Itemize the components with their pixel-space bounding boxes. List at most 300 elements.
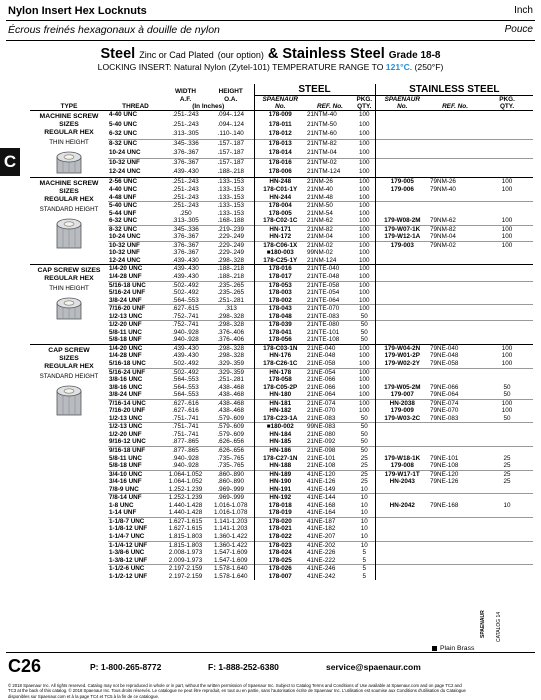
cell-thread: 3/8-24 UNF — [109, 296, 142, 304]
cell-ss-ref — [429, 130, 481, 140]
cell-width-af: 1.440-1.428 — [168, 501, 203, 509]
cell-steel-qty: 100 — [359, 233, 370, 241]
cell-steel-qty: 10 — [360, 501, 368, 509]
hex-nut-icon — [54, 218, 84, 252]
cell-steel-qty: 50 — [360, 328, 368, 336]
type-label: REGULAR HEX — [44, 275, 94, 283]
cell-steel-ref: 21NE-040 — [306, 344, 354, 352]
cell-width-af: 1.815-1.803 — [163, 541, 208, 549]
cell-height-oa: .229-.249 — [217, 233, 245, 241]
header-unit: Inch — [514, 5, 533, 16]
cell-steel-qty: 50 — [354, 447, 375, 455]
cell-width-af: .251-.243 — [163, 111, 208, 121]
col-qty-ss: QTY. — [481, 103, 533, 111]
type-sub-label: THIN HEIGHT — [49, 139, 89, 147]
cell-width-af: .313-.305 — [172, 129, 199, 137]
cell-steel-qty: 5 — [362, 572, 367, 580]
cell-width-af: .751-.741 — [163, 423, 208, 431]
cell-height-oa: .329-.359 — [208, 368, 254, 376]
cell-steel-no: 178-024 — [254, 549, 306, 557]
cell-width-af: .751-.741 — [172, 414, 199, 422]
cell-ss-no — [375, 486, 429, 494]
cell-ss-no — [375, 130, 429, 140]
cell-steel-qty: 100 — [354, 305, 375, 313]
col-pkg-ss: PKG. — [499, 96, 515, 103]
cell-steel-ref: 41NE-144 — [306, 494, 354, 502]
cell-steel-qty: 100 — [354, 178, 375, 186]
cell-steel-qty: 100 — [354, 111, 375, 121]
cell-ss-qty: 100 — [481, 241, 533, 249]
cell-thread: 4-40 UNC — [108, 111, 163, 121]
cell-thread: 5/8-11 UNC — [109, 454, 142, 462]
cell-ss-no — [375, 313, 429, 321]
cell-thread: 12-24 UNC — [109, 168, 141, 176]
cell-ss-qty — [481, 494, 533, 502]
cell-ss-qty — [481, 297, 533, 305]
cell-steel-no: HN-185 — [254, 438, 306, 446]
cell-height-oa: .626-.656 — [208, 447, 254, 455]
cell-ss-ref — [429, 565, 481, 573]
cell-ss-ref: 79NE-064 — [430, 391, 459, 399]
cell-height-oa: .438-.468 — [217, 391, 245, 399]
cell-steel-ref: 21NTM-82 — [306, 139, 354, 149]
cell-steel-no: 178-C05-2P — [254, 384, 306, 392]
type-label: REGULAR HEX — [44, 362, 94, 370]
cell-height-oa: 1.141-1.203 — [208, 517, 254, 525]
cell-width-af: .345-.336 — [163, 139, 208, 149]
cell-steel-no: 178-056 — [254, 336, 306, 344]
cell-height-oa: 1.547-1.609 — [213, 556, 248, 564]
cell-thread: 3/8-16 UNC — [109, 376, 143, 384]
cell-ss-no — [375, 202, 429, 210]
cell-steel-no: HN-191 — [254, 486, 306, 494]
cell-steel-ref: 21NM-54 — [307, 209, 333, 217]
cell-width-af: .251-.243 — [172, 120, 199, 128]
cell-steel-ref: 21NTE-083 — [307, 312, 340, 320]
banner-steel: Steel — [100, 46, 136, 62]
banner-stainless: Stainless Steel — [282, 46, 385, 62]
col-height: HEIGHT — [218, 88, 243, 96]
cell-ss-qty — [481, 130, 533, 140]
cell-steel-no: 178-009 — [254, 111, 306, 121]
cell-ss-qty — [481, 210, 533, 218]
insert-temp-f: . (250°F) — [409, 62, 444, 72]
cell-thread: 10-32 UNF — [108, 241, 163, 249]
cell-ss-no: HN-2042 — [375, 502, 429, 510]
cell-ss-qty — [481, 149, 533, 159]
cell-steel-no: 178-058 — [254, 376, 306, 384]
cell-ss-qty — [481, 168, 533, 178]
phone-value[interactable]: 1-800-265-8772 — [100, 662, 162, 672]
cell-width-af: .439-.430 — [163, 265, 208, 273]
cell-steel-qty: 50 — [360, 336, 368, 344]
insert-temp-c: 121°C — [385, 62, 410, 72]
cell-steel-no: 178-023 — [254, 541, 306, 549]
cell-width-af: .940-.928 — [172, 336, 199, 344]
cell-ss-no — [375, 376, 429, 384]
cell-ss-qty — [481, 139, 533, 149]
cell-thread: 5-44 UNF — [109, 209, 137, 217]
cell-steel-no: 178-017 — [254, 273, 306, 281]
cell-width-af: .940-.928 — [172, 454, 199, 462]
cell-ss-ref — [429, 111, 481, 121]
cell-width-af: .752-.741 — [163, 321, 208, 329]
cell-steel-qty: 100 — [359, 193, 370, 201]
cell-ss-ref: 79NM-40 — [430, 185, 456, 193]
cell-height-oa: .438-.468 — [217, 407, 245, 415]
cell-ss-qty: 100 — [501, 407, 513, 415]
cell-width-af: .502-.492 — [172, 359, 199, 367]
table-row — [30, 265, 533, 273]
cell-steel-qty: 50 — [360, 430, 368, 438]
cell-thread: 1/4-28 UNF — [109, 352, 142, 360]
copyright — [8, 683, 533, 699]
cell-width-af: 2.009-1.973 — [168, 556, 203, 564]
spec-table — [30, 84, 533, 580]
cell-steel-ref: 21NE-058 — [307, 359, 336, 367]
cell-ss-qty: 100 — [481, 344, 533, 352]
cell-steel-ref: 21NM-62 — [307, 217, 333, 225]
cell-ss-qty: 100 — [501, 359, 513, 367]
cell-ss-ref — [429, 313, 481, 321]
cell-ss-qty — [481, 486, 533, 494]
cell-ss-no — [375, 423, 429, 431]
cell-steel-ref: 21NTM-124 — [307, 168, 341, 176]
cell-height-oa: .438-.468 — [208, 399, 254, 407]
type-label: SIZES — [59, 121, 79, 129]
cell-height-oa: .235-.265 — [208, 281, 254, 289]
insert-text: LOCKING INSERT: Natural Nylon (Zytel-101) TEMPERATURE RANGE TO — [97, 62, 384, 72]
cell-height-oa: .626-.656 — [217, 438, 245, 446]
cell-steel-no: HN-188 — [254, 462, 306, 470]
cell-steel-no: 178-041 — [254, 329, 306, 337]
cell-steel-ref: 21NTE-040 — [306, 265, 354, 273]
header-row-en — [8, 5, 533, 19]
cell-steel-qty: 100 — [359, 391, 370, 399]
cell-width-af: .345-.336 — [163, 225, 208, 233]
cell-thread: 1-1/4-12 UNF — [108, 541, 163, 549]
cell-thread: 5/16-18 UNC — [108, 281, 163, 289]
cell-thread: 1-3/8-6 UNC — [109, 549, 145, 557]
cell-ss-qty — [481, 257, 533, 265]
cell-height-oa: .133-.153 — [208, 202, 254, 210]
cell-steel-no: HN-172 — [254, 233, 306, 241]
cell-ss-qty: 50 — [503, 414, 511, 422]
cell-ss-ref — [429, 509, 481, 517]
cell-ss-qty — [481, 431, 533, 439]
cell-steel-ref: 41NE-242 — [307, 572, 336, 580]
cell-ss-qty: 50 — [503, 383, 511, 391]
cell-ss-ref — [429, 265, 481, 273]
cell-steel-qty: 10 — [354, 494, 375, 502]
cell-ss-qty — [481, 509, 533, 517]
cell-ss-qty — [481, 281, 533, 289]
cell-ss-qty: 25 — [503, 462, 511, 470]
cell-height-oa: 1.016-1.078 — [213, 501, 248, 509]
col-stainless: STAINLESS STEEL — [375, 84, 533, 96]
cell-height-oa: .251-.281 — [217, 296, 245, 304]
cell-ss-no: 179-W08-2M — [375, 217, 429, 225]
cell-steel-no: HN-184 — [254, 431, 306, 439]
cell-width-af: .250 — [179, 209, 192, 217]
cell-steel-ref: 21NM-124 — [307, 256, 337, 264]
cell-height-oa: .313 — [208, 305, 254, 313]
cell-ss-ref — [429, 281, 481, 289]
hex-nut-icon — [54, 151, 84, 177]
cell-thread: 5/16-18 UNC — [109, 359, 146, 367]
cell-steel-no: 178-002 — [254, 297, 306, 305]
cell-steel-ref: 21NE-066 — [307, 376, 336, 384]
cell-steel-ref: 21NTE-058 — [306, 281, 354, 289]
type-label: MACHINE SCREW — [39, 180, 99, 188]
cell-steel-qty: 100 — [359, 120, 370, 128]
cell-steel-ref: 41NE-187 — [306, 517, 354, 525]
cell-ss-ref: 79NE-168 — [430, 501, 459, 509]
cell-ss-qty: 10 — [503, 501, 511, 509]
cell-height-oa: .188-.218 — [217, 168, 245, 176]
cell-ss-qty — [481, 273, 533, 281]
cell-ss-no — [375, 329, 429, 337]
cell-ss-ref — [429, 368, 481, 376]
type-label: REGULAR HEX — [44, 196, 94, 204]
cell-width-af: .439-.430 — [172, 168, 199, 176]
spec-body — [30, 111, 533, 580]
cell-ss-no: 179-003 — [375, 241, 429, 249]
cell-steel-no: 178-022 — [254, 533, 306, 541]
cell-steel-no: 178-012 — [254, 130, 306, 140]
cell-ss-qty: 100 — [501, 217, 513, 225]
cell-width-af: .502-.492 — [163, 281, 208, 289]
col-af: A.F. — [179, 96, 192, 103]
cell-thread: 1/2-13 UNC — [109, 312, 143, 320]
cell-ss-no: 179-W05-2M — [375, 384, 429, 392]
cell-thread: 5/8-11 UNC — [109, 328, 142, 336]
cell-steel-qty: 50 — [360, 312, 368, 320]
cell-steel-no: 178-005 — [254, 210, 306, 218]
cell-steel-ref: 21NM-50 — [306, 202, 354, 210]
cell-ss-ref — [429, 321, 481, 329]
cell-height-oa: .235-.265 — [217, 289, 245, 297]
cell-steel-no: 178-048 — [254, 313, 306, 321]
cell-ss-ref — [429, 249, 481, 257]
cell-ss-ref — [429, 517, 481, 525]
cell-steel-ref: 21NTE-048 — [307, 272, 340, 280]
cell-ss-ref — [429, 305, 481, 313]
cell-steel-ref: 21NTM-50 — [307, 120, 337, 128]
cell-steel-qty: 10 — [360, 525, 368, 533]
cell-steel-ref: 41NE-182 — [307, 525, 336, 533]
cell-ss-qty — [481, 368, 533, 376]
cell-width-af: .877-.865 — [172, 438, 199, 446]
cell-ss-ref — [429, 121, 481, 130]
cell-ss-no — [375, 159, 429, 169]
cell-thread: 1-1/4-7 UNC — [109, 533, 145, 541]
cell-ss-ref — [429, 541, 481, 549]
cell-steel-ref: 99NE-083 — [306, 423, 354, 431]
cell-ss-qty — [481, 202, 533, 210]
cell-steel-ref: 41NE-246 — [306, 565, 354, 573]
cell-height-oa: .438-.468 — [217, 383, 245, 391]
cell-thread: 8-32 UNC — [108, 139, 163, 149]
cell-steel-qty: 100 — [359, 296, 370, 304]
cell-steel-ref: 41NE-207 — [307, 533, 336, 541]
cell-ss-no — [375, 210, 429, 218]
cell-ss-no — [375, 557, 429, 565]
cell-ss-no — [375, 336, 429, 344]
cell-ss-qty — [481, 549, 533, 557]
cell-ss-ref — [429, 438, 481, 446]
cell-ss-ref — [429, 525, 481, 533]
cell-steel-qty: 100 — [354, 159, 375, 169]
cell-steel-no: HN-186 — [254, 447, 306, 455]
table-row — [30, 344, 533, 352]
cell-steel-ref: 21NE-083 — [307, 414, 336, 422]
cell-ss-ref — [429, 557, 481, 565]
cell-width-af: .251-.243 — [172, 193, 199, 201]
col-no-ss: No. — [375, 103, 429, 111]
type-cell — [30, 111, 108, 178]
side-brand: SPAENAUR — [480, 610, 486, 638]
cell-ss-ref — [429, 168, 481, 178]
cell-thread: 10-24 UNC — [109, 148, 141, 156]
cell-ss-ref — [429, 431, 481, 439]
cell-steel-no: 178-C26-1C — [254, 360, 306, 368]
cell-steel-qty: 50 — [360, 414, 368, 422]
cell-steel-qty: 100 — [359, 256, 370, 264]
cell-steel-qty: 100 — [359, 359, 370, 367]
cell-ss-ref: 79NM-04 — [430, 233, 456, 241]
email-link[interactable]: service@spaenaur.com — [326, 662, 421, 672]
cell-steel-no: 178-025 — [254, 557, 306, 565]
cell-height-oa: .133-.153 — [208, 178, 254, 186]
cell-width-af: .564-.553 — [172, 383, 199, 391]
cell-ss-qty: 100 — [481, 225, 533, 233]
copyright-line-1: © 2018 Spaenaur Inc. All rights reserved. Catalog may not be reproduced in whole or in part, without the written permission of Spaenaur Inc. Subject to Catalog Terms and Conditions of Use available at Spaenaur.com and on page TC2 and — [8, 683, 462, 688]
cell-thread: 5/16-24 UNF — [108, 368, 163, 376]
banner-amp: & — [267, 46, 279, 62]
cell-height-oa: .110-.140 — [217, 129, 244, 137]
cell-steel-ref: 21NTE-070 — [306, 305, 354, 313]
cell-steel-no: HN-180 — [254, 391, 306, 399]
cell-height-oa: .133-.153 — [217, 209, 245, 217]
cell-ss-qty: 100 — [481, 178, 533, 186]
cell-thread: 1/2-13 UNC — [109, 414, 143, 422]
cell-steel-ref: 21NTM-40 — [306, 111, 354, 121]
cell-height-oa: .168-.188 — [217, 217, 245, 225]
cell-steel-no: ■180-002 — [254, 423, 306, 431]
cell-ss-ref — [429, 486, 481, 494]
cell-thread: 7/8-14 UNF — [108, 494, 163, 502]
copyright-line-2: TC3 at the back of this catalog. © 2018 Spaenaur Inc. Tous droits réservés. Le catalogue ne peut être reproduit, en tout ou en partie, sans l'autorisation écrite de Spaenaur Inc. L'utilisation est soumise aux Conditions d'utilisation du Catalogue — [8, 688, 466, 694]
cell-ss-no — [375, 573, 429, 581]
cell-ss-no: 179-W17-1T — [375, 470, 429, 478]
cell-ss-ref: 79NE-070 — [430, 407, 459, 415]
cell-ss-no: 179-W07-1K — [375, 225, 429, 233]
phone — [90, 662, 161, 672]
cell-steel-ref: 41NE-168 — [307, 501, 336, 509]
cell-ss-qty — [481, 313, 533, 321]
col-ref-ss: REF. No. — [429, 103, 481, 111]
cell-height-oa: .094-.124 — [208, 111, 254, 121]
cell-steel-qty: 10 — [354, 541, 375, 549]
cell-height-oa: .860-.890 — [217, 478, 245, 486]
cell-steel-no: 178-020 — [254, 517, 306, 525]
cell-height-oa: .229-.249 — [208, 241, 254, 249]
cell-width-af: .439-.430 — [172, 352, 199, 360]
cell-steel-ref: 21NE-108 — [307, 462, 336, 470]
cell-steel-qty: 100 — [359, 407, 370, 415]
cell-ss-ref — [429, 149, 481, 159]
cell-width-af: .940-.928 — [172, 328, 199, 336]
cell-ss-no — [375, 525, 429, 533]
cell-ss-ref — [429, 376, 481, 384]
cell-height-oa: .735-.765 — [217, 454, 245, 462]
cell-ss-ref — [429, 297, 481, 305]
cell-steel-ref: 21NE-080 — [307, 430, 336, 438]
cell-ss-qty — [481, 289, 533, 297]
cell-steel-no: 178-003 — [254, 289, 306, 297]
cell-steel-no: 178-011 — [254, 121, 306, 130]
cell-ss-qty: 25 — [503, 478, 511, 486]
cell-steel-ref: 21NE-098 — [306, 447, 354, 455]
cell-ss-ref — [429, 329, 481, 337]
cell-width-af: .940-.928 — [172, 462, 199, 470]
cell-width-af: .376-.367 — [163, 241, 208, 249]
banner-insert — [0, 62, 541, 72]
cell-thread: 3/8-24 UNF — [109, 391, 142, 399]
cell-ss-no — [375, 517, 429, 525]
cell-steel-qty: 10 — [360, 485, 368, 493]
cell-steel-no: 178-043 — [254, 305, 306, 313]
cell-steel-qty: 5 — [362, 556, 367, 564]
cell-height-oa: .157-.187 — [217, 148, 245, 156]
cell-thread: 3/4-10 UNC — [108, 470, 163, 478]
cell-steel-ref: 41NE-202 — [306, 541, 354, 549]
cell-ss-qty: 50 — [503, 391, 511, 399]
cell-width-af: .251-.243 — [163, 202, 208, 210]
cell-width-af: .627-.616 — [163, 399, 208, 407]
cell-steel-qty: 100 — [354, 139, 375, 149]
cell-ss-no: 179-008 — [375, 462, 429, 470]
cell-steel-qty: 100 — [359, 249, 370, 257]
cell-steel-qty: 100 — [359, 376, 370, 384]
banner-grade: Grade 18-8 — [388, 50, 441, 61]
cell-ss-ref — [429, 202, 481, 210]
cell-ss-ref — [429, 289, 481, 297]
cell-steel-ref: 21NTE-108 — [307, 336, 340, 344]
cell-steel-qty: 100 — [354, 265, 375, 273]
cell-height-oa: .251-.281 — [217, 376, 245, 384]
cell-steel-no: HN-244 — [254, 194, 306, 202]
cell-ss-no — [375, 257, 429, 265]
cell-height-oa: .133-.153 — [217, 185, 245, 193]
cell-ss-no — [375, 281, 429, 289]
cell-ss-no — [375, 297, 429, 305]
cell-ss-no — [375, 438, 429, 446]
cell-height-oa: .157-.187 — [208, 139, 254, 149]
cell-steel-ref: 41NE-164 — [307, 509, 336, 517]
cell-ss-no — [375, 305, 429, 313]
cell-ss-qty — [481, 329, 533, 337]
cell-steel-qty: 50 — [354, 321, 375, 329]
cell-ss-ref: 79NE-126 — [430, 478, 459, 486]
cell-ss-ref: 79NE-083 — [430, 414, 459, 422]
hex-nut-icon — [54, 297, 84, 323]
section-tab: C — [0, 148, 20, 176]
cell-width-af: 1.440-1.428 — [168, 509, 203, 517]
cell-ss-qty — [481, 565, 533, 573]
cell-thread: 7/8-9 UNC — [109, 485, 139, 493]
